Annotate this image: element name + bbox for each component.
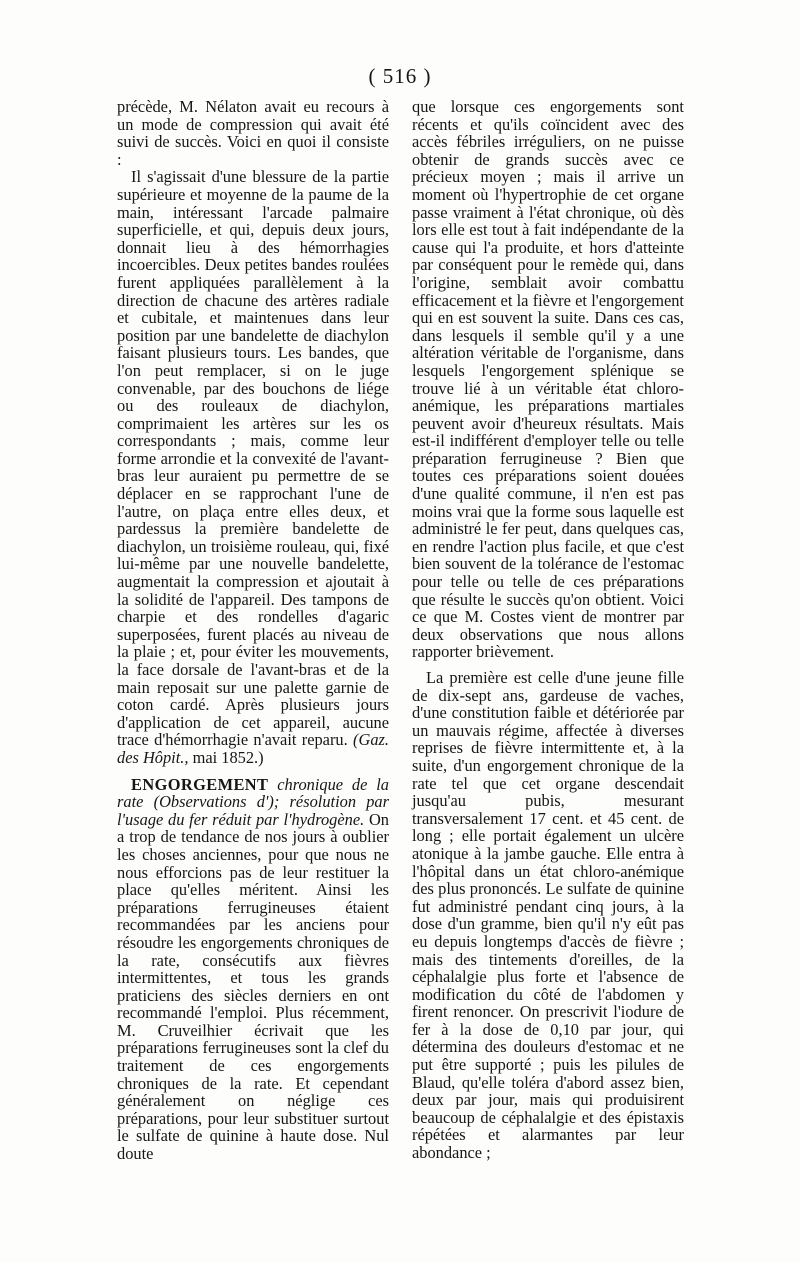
section-body: On a trop de tendance de nos jours à oublier les choses anciennes, pour que nous ne nous efforcions pas de leur restituer la place qu'elles méritent. Ainsi les préparations ferrugineuses étaient recommandées par les anciens pour résoudre les engorgements chroniques de la rate, consécutifs aux fièvres intermittentes, et tous les grands praticiens des siècles derniers en ont recommandé l'emploi. Plus récemment, M. Cruveilhier écrivait que les préparations ferrugineuses sont la clef du traitement de ces engorgements chroniques de la rate. Et cependant généralement on néglige ces préparations, pour leur substituer surtout le sulfate de quinine à haute dose. Nul doute xyxy=(117,809,389,1164)
citation-source: (Gaz. des Hôpit., xyxy=(117,730,389,767)
section-subtitle-a: chronique de la rate xyxy=(117,774,389,812)
right-column xyxy=(412,98,684,1162)
section-subtitle-b: (Observations d'); xyxy=(153,792,280,812)
right-paragraph-observation: La première est celle d'une jeune fille de dix-sept ans, gardeuse de vaches, d'une constitution faible et détériorée par un mauvais régime, affectée à diverses reprises de fièvre intermittente et, à la suite, d'un engorgement chronique de la rate tel que cet organe descendait jusqu'au pubis, mesurant transversalement 17 cent. et 45 cent. de long ; elle portait également un ulcère atonique à la jambe gauche. Elle entra à l'hôpital dans un état chloro-anémique des plus prononcés. Le sulfate de quinine fut administré pendant cinq jours, à la dose d'un gramme, bien qu'il n'y eût pas eu depuis longtemps d'accès de fièvre ; mais des tintements d'oreilles, de la céphalalgie plus forte et l'absence de modification du côté de l'abdomen y firent renoncer. On prescrivit l'iodure de fer à la dose de 0,10 par jour, qui détermina des douleurs d'estomac et ne put être supporté ; puis les pilules de Blaud, qu'elle toléra d'abord assez bien, deux par jour, mais qui produisirent beaucoup de céphalalgie et des épistaxis répétées et alarmantes par leur abondance ; xyxy=(412,668,684,1163)
case-text: Il s'agissait d'une blessure de la partie supérieure et moyenne de la paume de la main, intéressant l'arcade palmaire superficielle, et qui, depuis deux jours, donnait lieu à des hémorrhagies incoercibles. Deux petites bandes roulées furent appliquées parallèlement à la direction de chacune des artères radiale et cubitale, et maintenues dans leur position par une bandelette de diachylon faisant plusieurs tours. Les bandes, que l'on peut remplacer, si on le juge convenable, par des bouchons de liége ou des rouleaux de diachylon, comprimaient les artères sur les os correspondants ; mais, comme leur forme arrondie et la convexité de l'avant-bras leur auraient pu permettre de se déplacer en se rapprochant l'une de l'autre, on plaça entre elles deux, et pardessus la première bandelette de diachylon, un troisième rouleau, qui, fixé lui-même par une nouvelle bandelette, augmentait la compression et ajoutait à la solidité de l'appareil. Des tampons de charpie et des rondelles d'agaric superposées, furent placés au niveau de la plaie ; et, pour éviter les mouvements, la face dorsale de l'avant-bras et de la main reposait sur une palette garnie de coton cardé. Après plusieurs jours d'application de cet appareil, aucune trace d'hémorrhagie n'avait reparu. xyxy=(117,167,389,750)
citation-date: mai 1852.) xyxy=(192,747,264,767)
section-heading-paragraph xyxy=(117,776,389,1163)
section-subtitle-c: résolution par l'usage du fer réduit par l'hydrogène. xyxy=(117,792,389,829)
left-column xyxy=(117,98,389,1163)
left-paragraph-continuation: précède, M. Nélaton avait eu recours à un mode de compression qui avait été suivi de succès. Voici en quoi il consiste : xyxy=(117,97,389,169)
section-heading: ENGORGEMENT xyxy=(131,774,269,794)
left-paragraph-case xyxy=(117,168,389,766)
page-number: ( 516 ) xyxy=(368,64,432,88)
right-paragraph-continuation: que lorsque ces engorgements sont récents et qu'ils coïncident avec des accès fébriles irréguliers, on ne puisse obtenir de grands succès avec ce précieux moyen ; mais il arrive un moment où l'hypertrophie de cet organe passe vraiment à l'état chronique, où dès lors elle est tout à fait indépendante de la cause qui l'a produite, et hors d'atteinte par conséquent pour le remède qui, dans l'origine, semblait avoir combattu efficacement et la fièvre et l'engorgement qui en est souvent la suite. Dans ces cas, dans lesquels il semble qu'il y a une altération véritable de l'organisme, dans lesquels l'engorgement splénique se trouve lié à un véritable état chloro-anémique, les préparations martiales peuvent avoir d'heureux résultats. Mais est-il indifférent d'employer telle ou telle préparation ferrugineuse ? Bien que toutes ces préparations soient douées d'une qualité commune, il n'en est pas moins vrai que la forme sous laquelle est administré le fer peut, dans quelques cas, en rendre l'action plus facile, et que c'est bien souvent de la tolérance de l'estomac pour telle ou telle de ces préparations que résulte le succès qu'on obtient. Voici ce que M. Costes vient de montrer par deux observations que nous allons rapporter brièvement. xyxy=(412,97,684,662)
